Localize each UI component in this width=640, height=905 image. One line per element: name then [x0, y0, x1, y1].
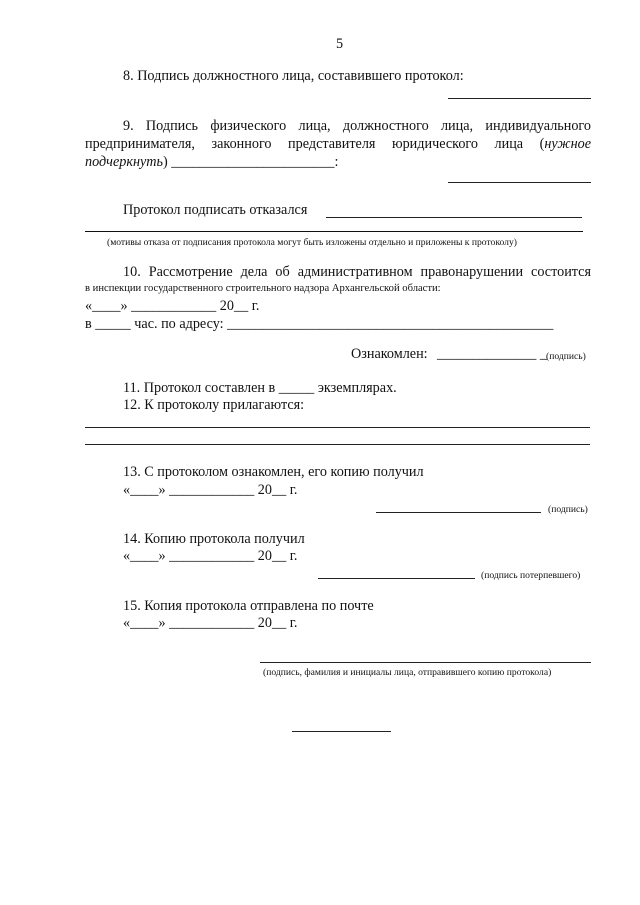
section-9-italic-needed: нужное: [544, 136, 591, 152]
section-9-line3: [85, 154, 338, 171]
section-13-title: 13. С протоколом ознакомлен, его копию получил: [123, 464, 424, 480]
section-11-text: 11. Протокол составлен в _____ экземплярах.: [123, 380, 397, 396]
acquainted-blank: ______________ _: [437, 346, 547, 362]
section-9-line2: [85, 136, 591, 153]
refusal-line: [326, 217, 582, 218]
section-9-line3-text: ) _______________________:: [163, 154, 339, 170]
page-number: 5: [336, 36, 344, 52]
section-14-title: 14. Копию протокола получил: [123, 531, 305, 547]
section-14-sign-note: (подпись потерпевшего): [481, 570, 581, 581]
section-8-text: 8. Подпись должностного лица, составившего протокол:: [123, 68, 464, 84]
section-15-date: «____» ____________ 20__ г.: [123, 615, 298, 631]
acquainted-label: Ознакомлен:: [351, 346, 428, 362]
section-10-line1: 10. Рассмотрение дела об административном правонарушении состоится: [123, 264, 591, 280]
acquainted-note: (подпись): [546, 351, 586, 362]
section-14-date: «____» ____________ 20__ г.: [123, 548, 298, 564]
attachments-line-2: [85, 444, 590, 445]
refusal-reason-line: [85, 231, 583, 232]
section-9-line1: 9. Подпись физического лица, должностного лица, индивидуального: [123, 118, 591, 134]
signature-line-person: [448, 182, 591, 183]
section-9-line2-text: предпринимателя, законного представителя юридического лица (: [85, 136, 545, 152]
section-14-sign-line: [318, 578, 475, 579]
section-13-sign-note: (подпись): [548, 504, 588, 515]
section-13-date: «____» ____________ 20__ г.: [123, 482, 298, 498]
refusal-note: (мотивы отказа от подписания протокола могут быть изложены отдельно и приложены к протоколу): [107, 237, 517, 248]
section-13-sign-line: [376, 512, 541, 513]
section-10-line2: в инспекции государственного строительного надзора Архангельской области:: [85, 283, 441, 294]
attachments-line-1: [85, 427, 590, 428]
section-9-italic-underline: подчеркнуть: [85, 154, 164, 170]
section-15-title: 15. Копия протокола отправлена по почте: [123, 598, 374, 614]
section-15-sign-note: (подпись, фамилия и инициалы лица, отправившего копию протокола): [263, 667, 552, 678]
end-separator: [292, 731, 391, 732]
section-10-date: «____» ____________ 20__ г.: [85, 298, 260, 314]
refusal-text: Протокол подписать отказался: [123, 202, 308, 218]
section-12-text: 12. К протоколу прилагаются:: [123, 397, 305, 413]
signature-line-official: [448, 98, 591, 99]
section-15-sign-line: [260, 662, 591, 663]
section-10-address: в _____ час. по адресу: ______________________________________________: [85, 316, 554, 332]
